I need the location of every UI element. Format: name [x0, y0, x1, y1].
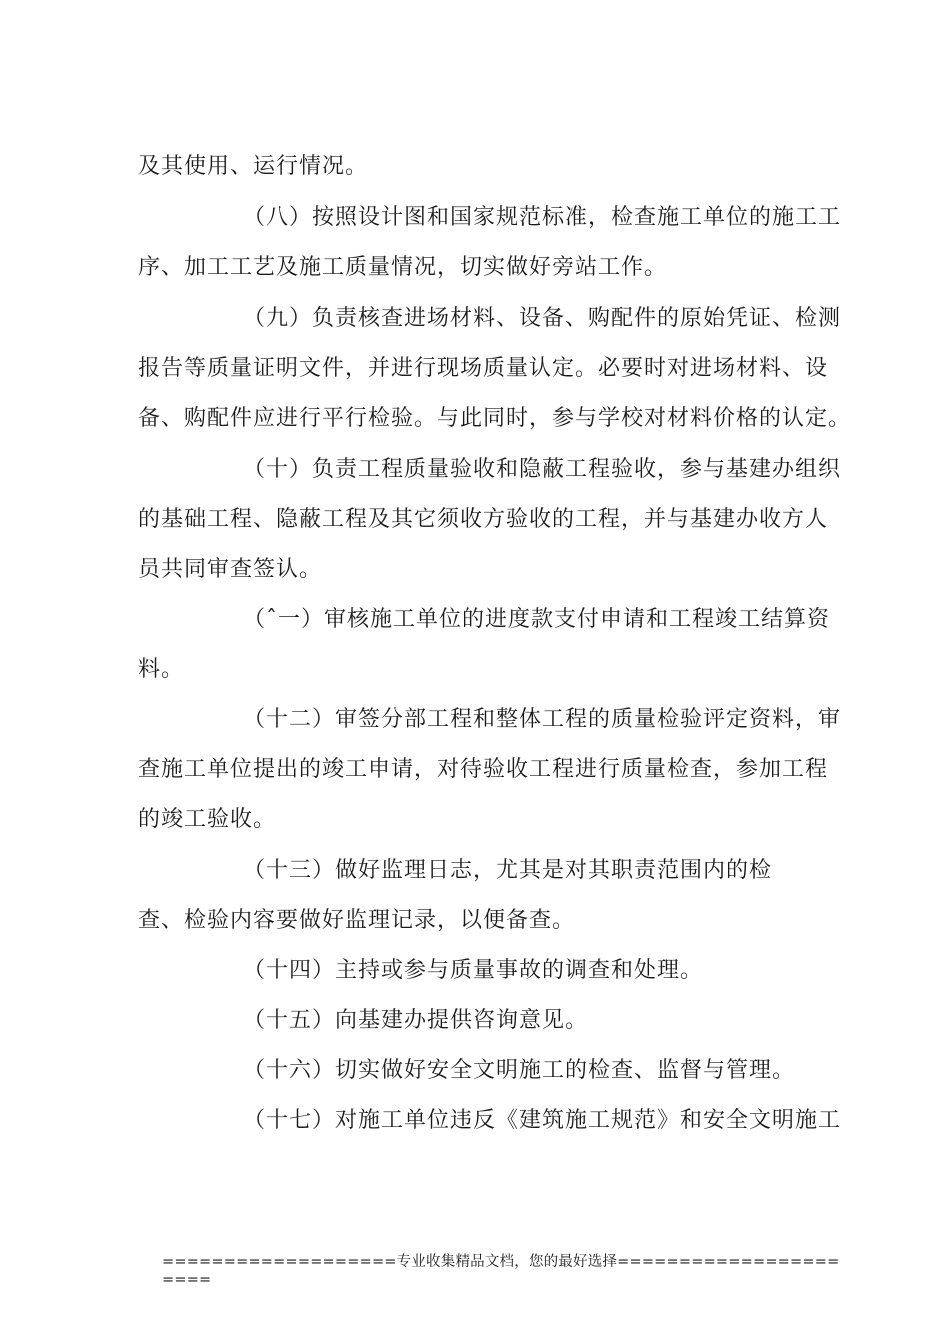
footer-banner: ===================专业收集精品文档，您的最好选择================== — [162, 1254, 840, 1270]
paragraph-line: 的基础工程、隐蔽工程及其它须收方验收的工程，并与基建办收方人 — [138, 507, 829, 532]
paragraph-line: （十五）向基建办提供咨询意见。 — [243, 1008, 589, 1033]
paragraph-line: 的竣工验收。 — [138, 807, 277, 832]
paragraph-line: （十六）切实做好安全文明施工的检查、监督与管理。 — [243, 1058, 796, 1083]
paragraph-line: 查、检验内容要做好监理记录，以便备查。 — [138, 908, 576, 933]
paragraph-line: 料。 — [138, 657, 185, 682]
paragraph-line: 及其使用、运行情况。 — [138, 154, 369, 179]
paragraph-line: （十二）审签分部工程和整体工程的质量检验评定资料，审 — [243, 707, 842, 732]
paragraph-line: 报告等质量证明文件，并进行现场质量认定。必要时对进场材料、设 — [138, 356, 829, 381]
paragraph-line: （ˆ一）审核施工单位的进度款支付申请和工程竣工结算资 — [243, 607, 831, 632]
paragraph-line: 员共同审查签认。 — [138, 557, 323, 582]
paragraph-line: 序、加工工艺及施工质量情况，切实做好旁站工作。 — [138, 255, 668, 280]
footer-banner-continuation: ==== — [162, 1272, 212, 1288]
paragraph-line: 备、购配件应进行平行检验。与此同时，参与学校对材料价格的认定。 — [138, 406, 852, 431]
paragraph-line: （十）负责工程质量验收和隐蔽工程验收，参与基建办组织 — [243, 457, 842, 482]
paragraph-line: （十三）做好监理日志，尤其是对其职责范围内的检 — [243, 858, 773, 883]
paragraph-line: （九）负责核查进场材料、设备、购配件的原始凭证、检测 — [243, 306, 842, 331]
paragraph-line: （十四）主持或参与质量事故的调查和处理。 — [243, 958, 704, 983]
paragraph-line: （八）按照设计图和国家规范标准，检查施工单位的施工工 — [243, 205, 842, 230]
paragraph-line: （十七）对施工单位违反《建筑施工规范》和安全文明施工 — [243, 1108, 842, 1133]
paragraph-line: 查施工单位提出的竣工申请，对待验收工程进行质量检查，参加工程 — [138, 757, 829, 782]
